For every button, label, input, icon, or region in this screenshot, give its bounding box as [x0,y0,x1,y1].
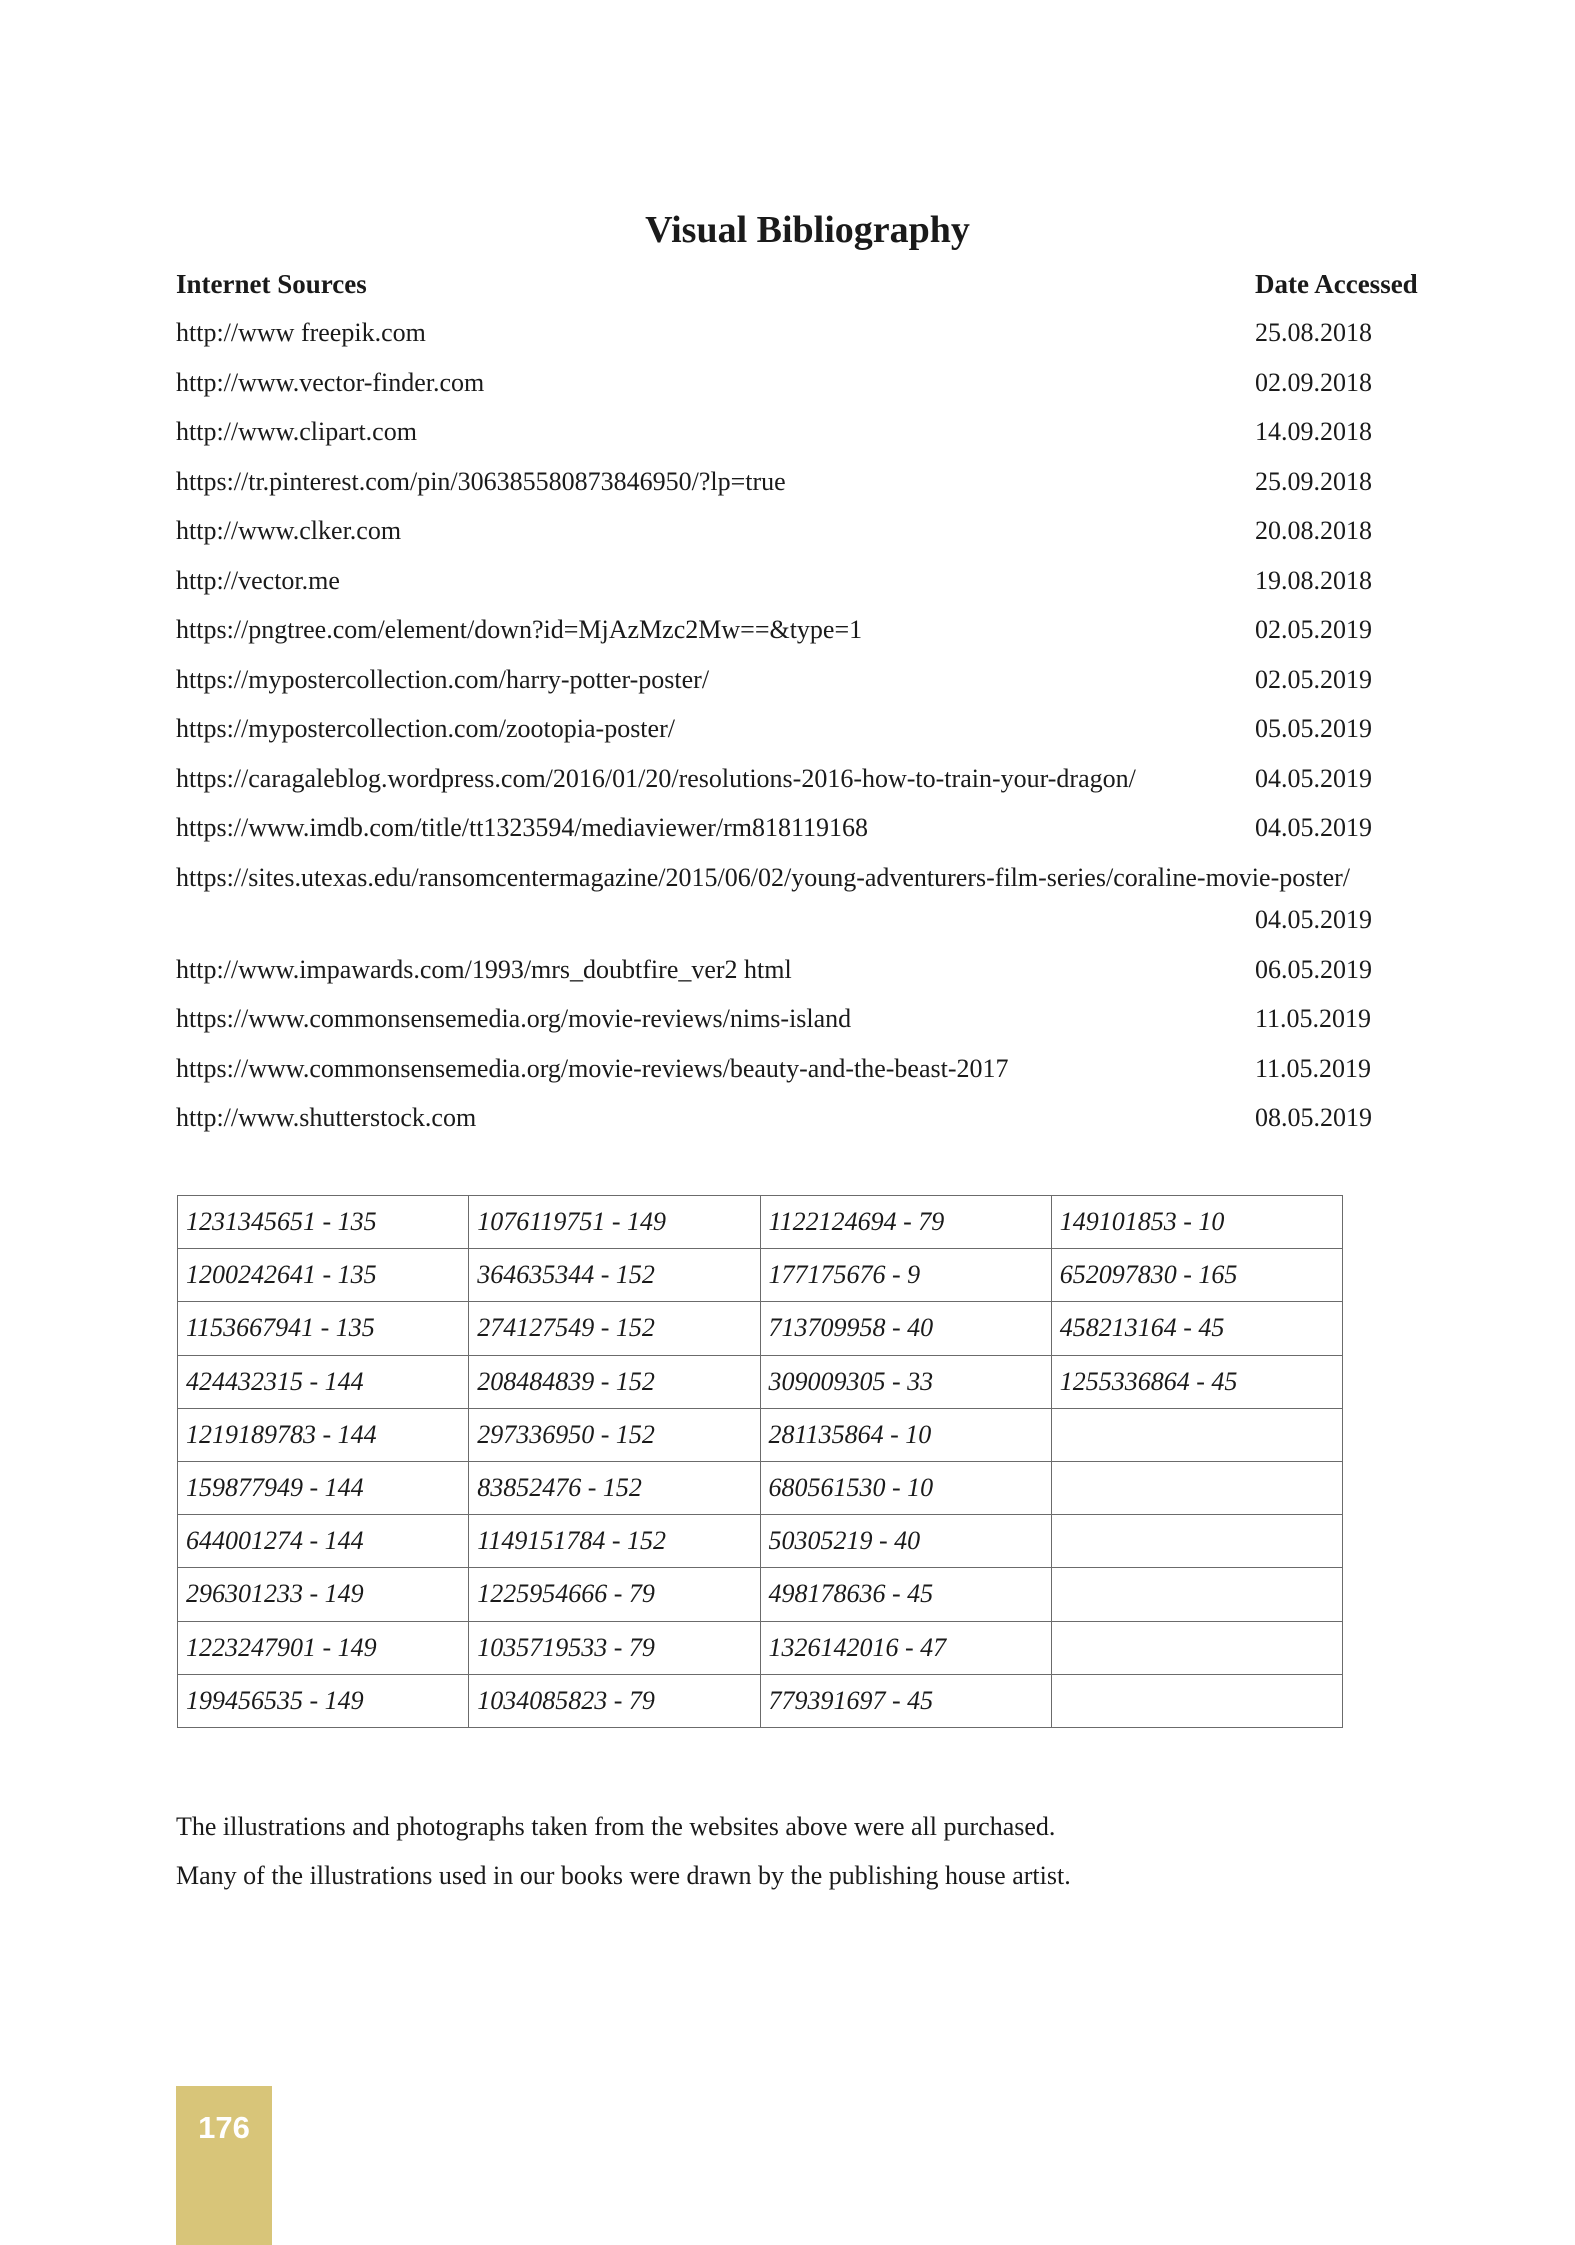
table-cell: 1255336864 - 45 [1051,1355,1342,1408]
table-cell: 1034085823 - 79 [469,1674,760,1727]
source-url: https://www.commonsensemedia.org/movie-reviews/beauty-and-the-beast-2017 [176,1053,1009,1083]
table-cell [1051,1568,1342,1621]
table-row [178,1674,1343,1727]
table-cell [1051,1461,1342,1514]
source-url: https://www.commonsensemedia.org/movie-reviews/nims-island [176,1004,852,1033]
source-row [176,1098,1536,1148]
table-cell: 498178636 - 45 [760,1568,1051,1621]
table-cell: 1200242641 - 135 [178,1249,469,1302]
source-row [176,462,1536,512]
table-cell: 199456535 - 149 [178,1674,469,1727]
source-url: http://www.impawards.com/1993/mrs_doubtfire_ver2 html [176,954,792,984]
source-row [176,709,1536,759]
source-url: http://vector.me [176,565,340,595]
source-url: https://tr.pinterest.com/pin/306385580873846950/?lp=true [176,466,786,496]
source-row [176,999,1536,1049]
table-cell [1051,1515,1342,1568]
table-cell: 652097830 - 165 [1051,1249,1342,1302]
table-cell: 159877949 - 144 [178,1461,469,1514]
table-row [178,1515,1343,1568]
source-row [176,561,1536,611]
table-row [178,1408,1343,1461]
source-date: 19.08.2018 [1255,565,1372,595]
table-row [178,1621,1343,1674]
table-cell: 50305219 - 40 [760,1515,1051,1568]
image-id-table [177,1195,1343,1728]
purchase-note: The illustrations and photographs taken from the websites above were all purchased. [176,1812,1056,1841]
table-cell: 274127549 - 152 [469,1302,760,1355]
table-cell: 424432315 - 144 [178,1355,469,1408]
source-url: https://sites.utexas.edu/ransomcentermagazine/2015/06/02/young-adventurers-film-series/coraline-movie-poster/ [176,862,1350,892]
source-row [176,610,1536,660]
table-cell: 1231345651 - 135 [178,1196,469,1249]
source-url: https://mypostercollection.com/harry-potter-poster/ [176,664,710,694]
source-url: https://mypostercollection.com/zootopia-poster/ [176,714,675,743]
source-date: 11.05.2019 [1255,1053,1372,1083]
table-cell: 458213164 - 45 [1051,1302,1342,1355]
source-url: http://www.vector-finder.com [176,367,485,397]
table-cell: 177175676 - 9 [760,1249,1051,1302]
table-cell: 779391697 - 45 [760,1674,1051,1727]
table-cell: 364635344 - 152 [469,1249,760,1302]
table-cell: 1149151784 - 152 [469,1515,760,1568]
source-row [176,759,1536,809]
source-row [176,808,1536,858]
table-cell: 1076119751 - 149 [469,1196,760,1249]
source-url: https://www.imdb.com/title/tt1323594/mediaviewer/rm818119168 [176,813,869,842]
table-cell [1051,1674,1342,1727]
table-cell: 1153667941 - 135 [178,1302,469,1355]
source-row [176,363,1536,413]
table-cell: 309009305 - 33 [760,1355,1051,1408]
source-date: 02.05.2019 [1255,615,1372,644]
source-url: http://www.clipart.com [176,417,417,446]
source-date: 20.08.2018 [1255,516,1372,545]
source-date: 14.09.2018 [1255,417,1372,446]
table-cell: 208484839 - 152 [469,1355,760,1408]
source-row [176,511,1536,561]
source-date: 04.05.2019 [1255,763,1372,793]
source-row [176,858,1536,950]
source-date: 11.05.2019 [1255,1004,1372,1033]
table-cell: 1122124694 - 79 [760,1196,1051,1249]
source-row [176,950,1536,1000]
source-date: 25.09.2018 [1255,466,1372,496]
table-cell: 680561530 - 10 [760,1461,1051,1514]
source-date: 02.09.2018 [1255,367,1372,397]
table-cell: 1223247901 - 149 [178,1621,469,1674]
source-row [176,313,1536,363]
page-title: Visual Bibliography [645,209,970,251]
table-cell: 713709958 - 40 [760,1302,1051,1355]
table-cell: 644001274 - 144 [178,1515,469,1568]
source-url: http://www.shutterstock.com [176,1103,477,1132]
table-cell [1051,1621,1342,1674]
internet-sources-heading: Internet Sources [176,269,367,299]
source-url: http://www.clker.com [176,516,402,545]
source-date: 25.08.2018 [1255,318,1372,347]
table-row [178,1568,1343,1621]
source-date: 05.05.2019 [1255,714,1372,743]
source-date: 06.05.2019 [1255,954,1372,984]
table-cell: 149101853 - 10 [1051,1196,1342,1249]
table-cell: 296301233 - 149 [178,1568,469,1621]
source-row [176,660,1536,710]
source-date: 04.05.2019 [1255,813,1372,842]
source-row [176,412,1536,462]
table-row [178,1355,1343,1408]
date-accessed-heading: Date Accessed [1255,269,1418,299]
source-row [176,1049,1536,1099]
table-cell: 281135864 - 10 [760,1408,1051,1461]
artist-note: Many of the illustrations used in our books were drawn by the publishing house artist. [176,1861,1071,1890]
source-date: 08.05.2019 [1255,1103,1372,1132]
table-cell: 1225954666 - 79 [469,1568,760,1621]
sources-list [176,313,1536,1148]
table-row [178,1196,1343,1249]
table-cell [1051,1408,1342,1461]
source-date: 04.05.2019 [1255,904,1372,934]
source-url: https://pngtree.com/element/down?id=MjAzMzc2Mw==&type=1 [176,615,863,644]
table-cell: 1219189783 - 144 [178,1408,469,1461]
table-cell: 1035719533 - 79 [469,1621,760,1674]
table-cell: 1326142016 - 47 [760,1621,1051,1674]
sources-header [176,264,1575,304]
source-url: https://caragaleblog.wordpress.com/2016/01/20/resolutions-2016-how-to-train-your-dragon/ [176,763,1136,793]
table-row [178,1302,1343,1355]
source-date: 02.05.2019 [1255,664,1372,694]
table-row [178,1461,1343,1514]
table-cell: 297336950 - 152 [469,1408,760,1461]
page-number: 176 [198,2110,250,2145]
source-url: http://www freepik.com [176,318,426,347]
table-cell: 83852476 - 152 [469,1461,760,1514]
table-row [178,1249,1343,1302]
page-number-tab [176,2086,272,2245]
